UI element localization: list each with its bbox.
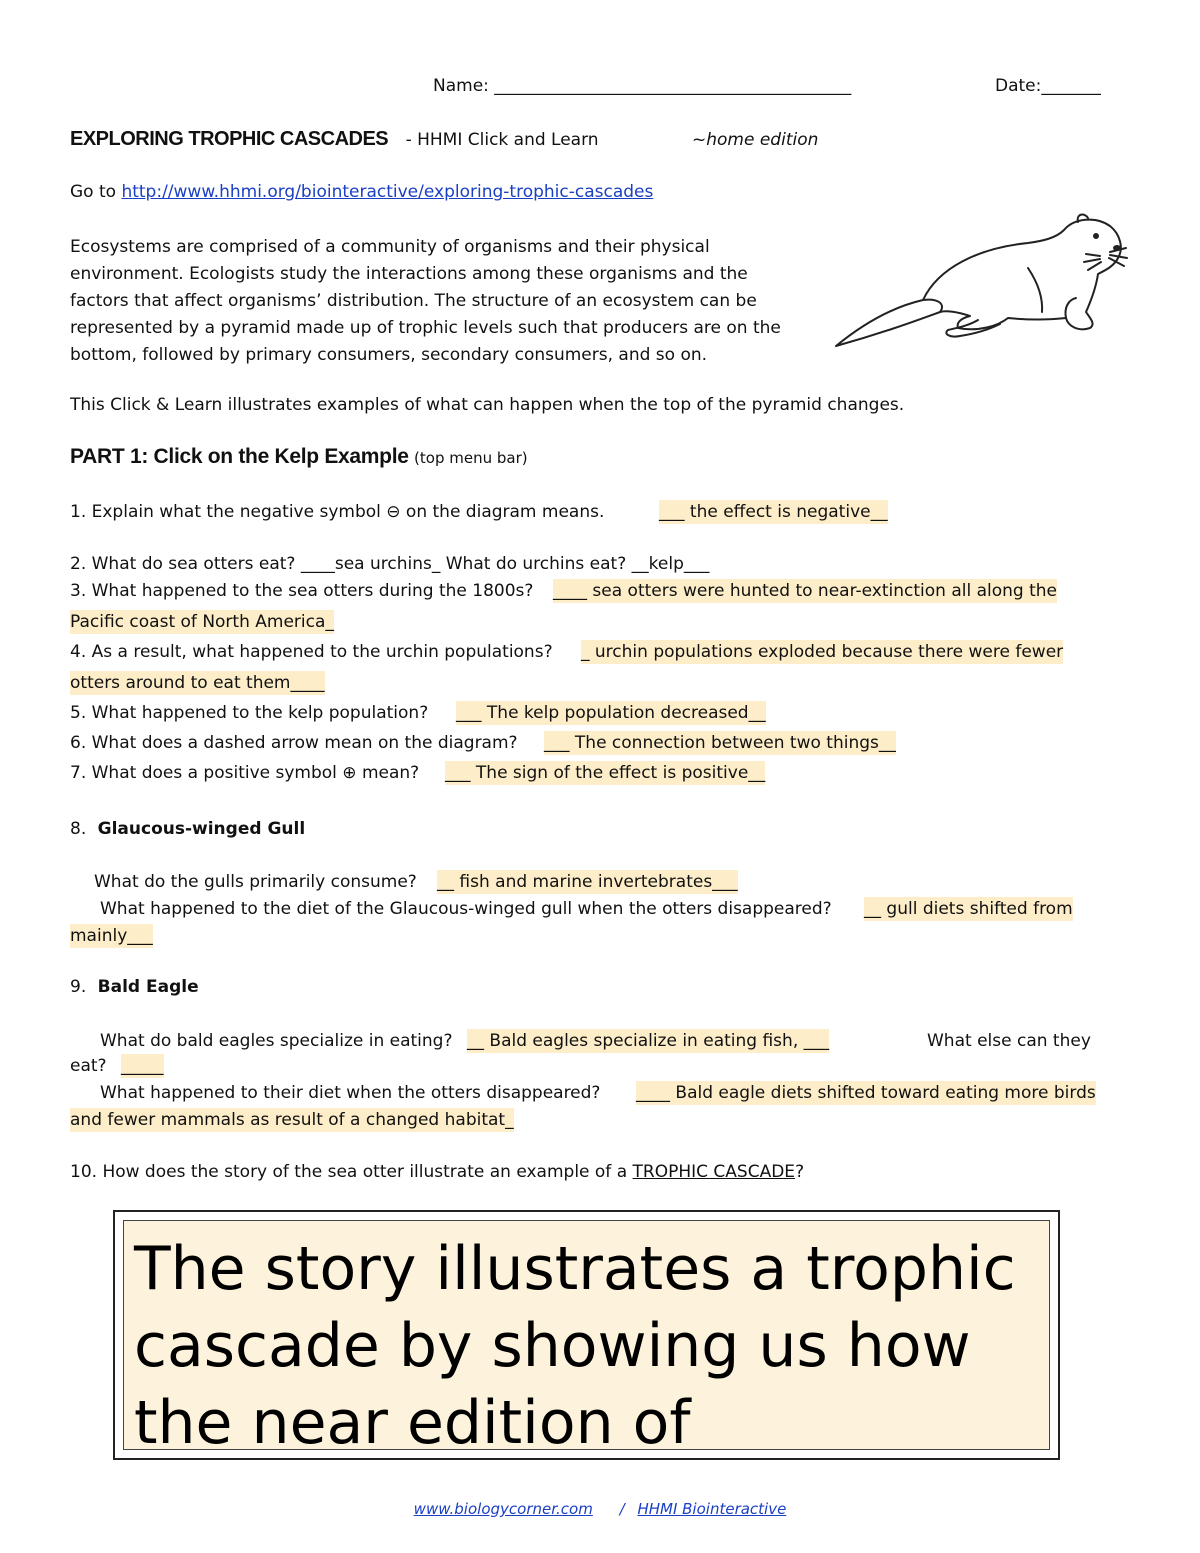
answer-6[interactable]: ___ The connection between two things__ [544, 733, 896, 753]
answer-1[interactable]: ___ the effect is negative__ [659, 502, 888, 522]
goto-prefix: Go to [70, 182, 122, 202]
question-10 [70, 1162, 804, 1182]
question-9a-else-line2: eat? [70, 1056, 107, 1076]
intro-line: Ecosystems are comprised of a community of organisms and their physical [70, 237, 710, 257]
question-10-prefix: 10. How does the story of the sea otter illustrate an example of a [70, 1162, 633, 1182]
question-3: 3. What happened to the sea otters during the 1800s? [70, 581, 534, 601]
intro-line: factors that affect organisms’ distribution. The structure of an ecosystem can be [70, 291, 757, 311]
part1-heading: PART 1: Click on the Kelp Example [70, 445, 409, 468]
question-1: 1. Explain what the negative symbol ⊖ on the diagram means. [70, 502, 605, 522]
question-6: 6. What does a dashed arrow mean on the diagram? [70, 733, 518, 753]
answer-3-line1[interactable]: ____ sea otters were hunted to near-extinction all along the [553, 581, 1057, 601]
footer [0, 1500, 1200, 1518]
answer-10-box[interactable] [113, 1210, 1060, 1460]
footer-hhmi-link[interactable]: HHMI Biointeractive [637, 1500, 787, 1518]
question-9-number: 9. [70, 977, 87, 997]
document-title-line [70, 128, 599, 151]
answer-3-line2[interactable]: Pacific coast of North America_ [70, 612, 334, 632]
intro-line: represented by a pyramid made up of trophic levels such that producers are on the [70, 318, 781, 338]
question-9b: What happened to their diet when the otters disappeared? [100, 1083, 601, 1103]
answer-8a[interactable]: __ fish and marine invertebrates___ [437, 872, 738, 892]
answer-9b-line1[interactable]: ____ Bald eagle diets shifted toward eating more birds [636, 1083, 1096, 1103]
answer-9a-else[interactable]: _____ [121, 1056, 164, 1076]
name-field[interactable]: Name: __________________________________________ [433, 76, 852, 96]
answer-4-line2[interactable]: otters around to eat them____ [70, 673, 325, 693]
question-8-number: 8. [70, 819, 87, 839]
question-5: 5. What happened to the kelp population? [70, 703, 429, 723]
part1-heading-line [70, 445, 528, 469]
question-7: 7. What does a positive symbol ⊕ mean? [70, 763, 420, 783]
question-9a: What do bald eagles specialize in eating? [100, 1031, 453, 1051]
answer-10-field[interactable] [123, 1220, 1050, 1458]
hhmi-link[interactable]: http://www.hhmi.org/biointeractive/exploring-trophic-cascades [121, 182, 654, 202]
question-9a-else: What else can they [927, 1031, 1091, 1051]
answer-8b-line2[interactable]: mainly___ [70, 926, 153, 946]
pyramid-statement: This Click & Learn illustrates examples of what can happen when the top of the pyramid changes. [70, 395, 905, 415]
answer-10-text: The story illustrates a trophic cascade by showing us how the near edition of [134, 1234, 1016, 1458]
document-subtitle: - HHMI Click and Learn [405, 130, 599, 150]
answer-4-line1[interactable]: _ urchin populations exploded because there were fewer [581, 642, 1064, 662]
intro-line: environment. Ecologists study the interactions among these organisms and the [70, 264, 748, 284]
question-8a: What do the gulls primarily consume? [94, 872, 417, 892]
answer-5[interactable]: ___ The kelp population decreased__ [456, 703, 766, 723]
answer-8b-line1[interactable]: __ gull diets shifted from [864, 899, 1073, 919]
question-9-heading-line [70, 977, 199, 997]
footer-separator: / [619, 1500, 625, 1518]
question-9-heading: Bald Eagle [97, 977, 199, 997]
answer-7[interactable]: ___ The sign of the effect is positive__ [445, 763, 766, 783]
question-10-suffix: ? [795, 1162, 805, 1182]
goto-line [70, 182, 653, 202]
question-8-heading-line [70, 819, 305, 839]
trophic-cascade-term: TROPHIC CASCADE [632, 1162, 796, 1182]
date-field[interactable]: Date:_______ [995, 76, 1101, 96]
answer-9b-line2[interactable]: and fewer mammals as result of a changed habitat_ [70, 1110, 514, 1130]
question-8-heading: Glaucous-winged Gull [97, 819, 306, 839]
intro-line: bottom, followed by primary consumers, secondary consumers, and so on. [70, 345, 708, 365]
question-2: 2. What do sea otters eat? ____sea urchins_ What do urchins eat? __kelp___ [70, 554, 710, 574]
footer-biologycorner-link[interactable]: www.biologycorner.com [413, 1500, 593, 1518]
edition-label: ~home edition [692, 130, 819, 150]
sea-otter-illustration [828, 208, 1128, 358]
question-4: 4. As a result, what happened to the urchin populations? [70, 642, 553, 662]
question-8b: What happened to the diet of the Glaucous-winged gull when the otters disappeared? [100, 899, 832, 919]
answer-9a[interactable]: __ Bald eagles specialize in eating fish, ___ [467, 1031, 830, 1051]
document-title: EXPLORING TROPHIC CASCADES [70, 128, 389, 150]
intro-paragraph [70, 234, 810, 369]
part1-note: (top menu bar) [414, 449, 528, 467]
